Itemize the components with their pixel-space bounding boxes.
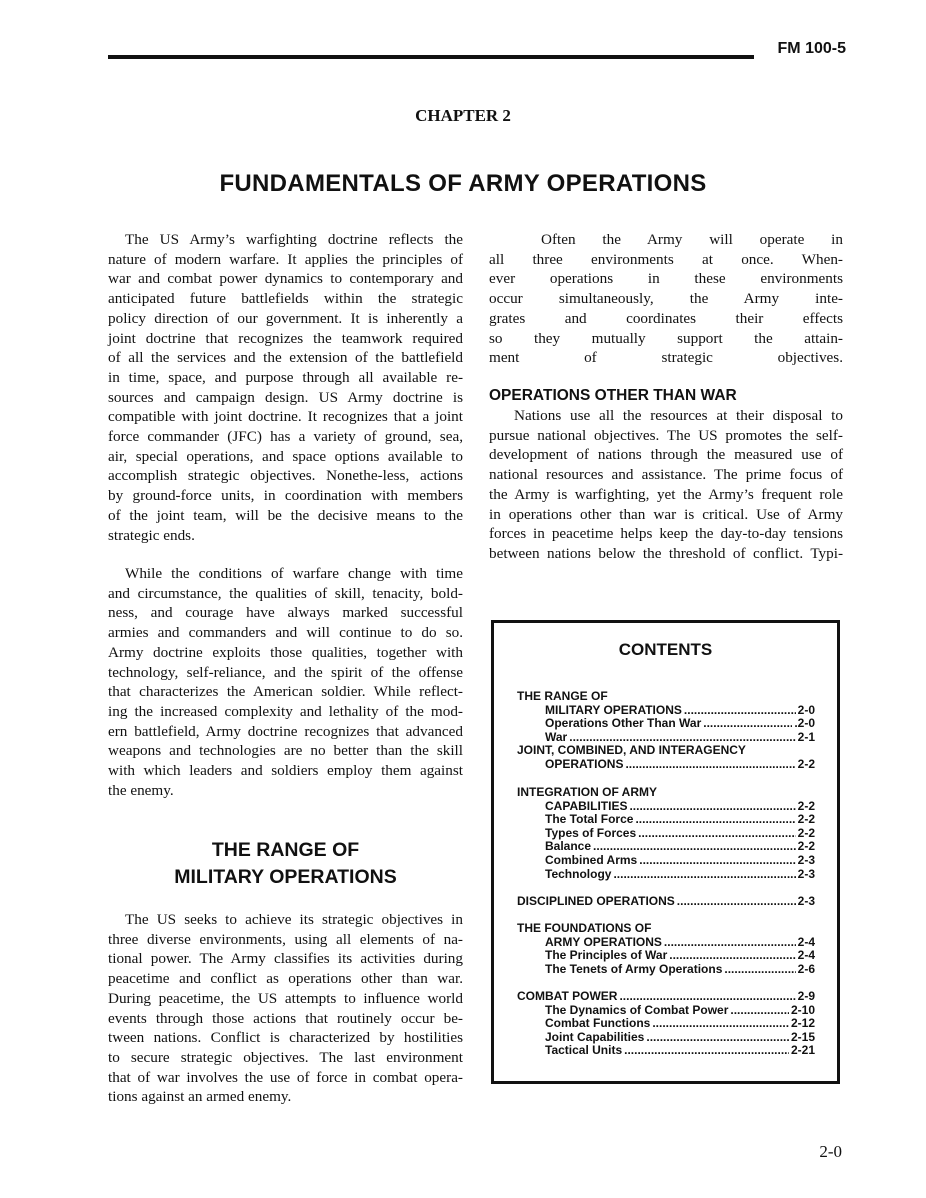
toc-entry[interactable] (517, 854, 815, 868)
text-line: so they mutually support the attain- (489, 329, 843, 347)
text-line: armies and commanders and will continue to do so. (108, 624, 463, 642)
text-line: tween nations. Conflict is characterized by hostilities (108, 1029, 463, 1047)
toc-entry[interactable] (517, 800, 815, 814)
leader-dots (664, 936, 796, 950)
leader-dots (646, 1031, 789, 1045)
leader-dots (613, 868, 795, 882)
chapter-title: FUNDAMENTALS OF ARMY OPERATIONS (219, 170, 707, 197)
toc-page-number: 2-2 (797, 825, 815, 840)
warfare-conditions-paragraph (108, 564, 463, 800)
text-line: The US Army’s warfighting doctrine reflects the (125, 231, 463, 248)
text-line: joint doctrine that recognizes the teamwork required (108, 329, 463, 347)
text-line: compatible with joint doctrine. It recognizes that a joint (108, 408, 463, 426)
text-line: events through those actions that routinely occur be- (108, 1009, 463, 1027)
toc-entry-text: ARMY OPERATIONS (545, 934, 662, 949)
toc-entry[interactable] (517, 1004, 815, 1018)
toc-entry[interactable] (517, 990, 815, 1004)
toc-page-number: 2-3 (797, 852, 815, 867)
text-line: the enemy. (108, 781, 174, 799)
text-line: forces in peacetime helps keep the day-to-day tensions (489, 525, 843, 543)
text-line: ing the increased complexity and lethality of the mod- (108, 702, 463, 720)
leader-dots (593, 840, 796, 854)
toc-entry[interactable] (517, 895, 815, 909)
toc-entry[interactable] (517, 813, 815, 827)
toc-entry-text: Balance (545, 839, 592, 854)
sub-heading: OPERATIONS OTHER THAN WAR (489, 387, 737, 404)
text-line: peacetime and conflict as operations other than war. (108, 970, 463, 988)
toc-entry[interactable] (517, 1017, 815, 1031)
toc-entry[interactable] (517, 1044, 815, 1058)
toc-entry-text: THE FOUNDATIONS OF (517, 921, 652, 935)
text-line: Nations use all the resources at their disposal to (514, 407, 843, 424)
leader-dots (635, 813, 795, 827)
toc-page-number: 2-0 (797, 702, 815, 717)
toc-entry[interactable] (517, 1031, 815, 1045)
toc-entry[interactable] (517, 717, 815, 731)
toc-entry[interactable] (517, 786, 815, 800)
text-line: While the conditions of warfare change with time (125, 565, 463, 582)
leader-dots (569, 731, 795, 745)
leader-dots (677, 895, 796, 909)
text-line: During peacetime, the US attempts to influence world (108, 989, 463, 1007)
text-line: technology, self-reliance, and the spirit of the offense (108, 663, 463, 681)
leader-dots (624, 1044, 789, 1058)
contents-box (491, 620, 840, 1084)
toc-group (517, 786, 815, 881)
toc-entry-text: CAPABILITIES (545, 798, 628, 813)
toc-page-number: 2-3 (797, 866, 815, 881)
text-line: air, special operations, and space options available to (108, 447, 463, 465)
operations-other-than-war-paragraph (489, 406, 843, 564)
toc-entry[interactable] (517, 744, 815, 758)
text-line: Army doctrine exploits those qualities, together with (108, 643, 463, 661)
section-heading-line: MILITARY OPERATIONS (174, 866, 397, 888)
section-heading-line: THE RANGE OF (211, 839, 360, 861)
toc-entry[interactable] (517, 827, 815, 841)
text-line: pursue national objectives. The US promotes the self- (489, 426, 843, 444)
toc-page-number: 2-2 (797, 839, 815, 854)
text-line: The US seeks to achieve its strategic objectives in (125, 911, 463, 928)
toc-page-number: 2-1 (797, 729, 815, 744)
toc-entry[interactable] (517, 949, 815, 963)
text-line: and circumstance, the qualities of skill, tenacity, bold- (108, 584, 463, 602)
toc-page-number: 2-2 (797, 812, 815, 827)
section-heading (108, 837, 463, 891)
leader-dots (619, 990, 795, 1004)
leader-dots (730, 1004, 789, 1018)
toc-entry-text: Combat Functions (545, 1016, 651, 1031)
toc-entry[interactable] (517, 704, 815, 718)
text-line: to secure strategic objectives. The last environment (108, 1048, 463, 1066)
leader-dots (703, 717, 792, 731)
toc-entry[interactable] (517, 922, 815, 936)
text-line: of all the services and the extension of the battlefield (108, 349, 463, 367)
toc-entry-text: JOINT, COMBINED, AND INTERAGENCY (517, 743, 746, 758)
text-line: accomplish strategic objectives. Nonethe-less, actions (108, 467, 463, 485)
text-line: sources and campaign design. US Army doctrine is (108, 388, 463, 406)
text-line: tional power. The Army classifies its activities during (108, 950, 463, 968)
toc-page-number: 2-3 (797, 894, 815, 908)
toc-entry[interactable] (517, 936, 815, 950)
toc-entry-text: Combined Arms (545, 852, 638, 867)
page-number: 2-0 (819, 1142, 842, 1161)
intro-paragraph (108, 230, 463, 545)
toc-page-number: 2-4 (797, 948, 815, 963)
toc-page-number: 2-2 (797, 798, 815, 813)
toc-entry-text: The Dynamics of Combat Power (545, 1002, 729, 1017)
toc-entry-text: OPERATIONS (545, 756, 624, 771)
chapter-label: CHAPTER 2 (415, 106, 511, 125)
toc-entry-text: MILITARY OPERATIONS (545, 702, 682, 717)
toc-entry-text: Operations Other Than War (545, 716, 702, 731)
text-line: force commander (JFC) has a variety of ground, sea, (108, 428, 463, 446)
text-line: Often the Army will operate in (541, 231, 843, 248)
toc-entry-text: Tactical Units (545, 1043, 623, 1058)
text-line: three diverse environments, using all elements of na- (108, 930, 463, 948)
toc-entry-text: INTEGRATION OF ARMY (517, 785, 657, 799)
toc-page-number: .2-0 (794, 716, 815, 731)
toc-page-number: 2-21 (790, 1043, 815, 1058)
toc-entry-text: DISCIPLINED OPERATIONS (517, 894, 675, 908)
toc-entry-text: War (545, 729, 568, 744)
leader-dots (639, 854, 795, 868)
toc-entry-text: THE RANGE OF (517, 689, 608, 703)
toc-page-number: 2-4 (797, 934, 815, 949)
text-line: weapons and technologies are no better than the skill (108, 742, 463, 760)
text-line: occur simultaneously, the Army inte- (489, 290, 843, 308)
text-line: between nations below the threshold of conflict. Typi- (489, 544, 843, 562)
toc-entry[interactable] (517, 758, 815, 772)
text-line: tions against an armed enemy. (108, 1088, 292, 1106)
toc-entry[interactable] (517, 731, 815, 745)
toc-entry-text: COMBAT POWER (517, 989, 618, 1003)
toc-entry[interactable] (517, 963, 815, 977)
document-id: FM 100-5 (777, 40, 846, 57)
toc-page-number: 2-6 (797, 961, 815, 976)
text-line: by ground-force units, in coordination with members (108, 487, 463, 505)
text-line: national resources and assistance. The prime focus of (489, 466, 843, 484)
toc-entry[interactable] (517, 868, 815, 882)
text-line: that characterizes the American soldier. While reflect- (108, 683, 463, 701)
toc-entry-text: Technology (545, 866, 612, 881)
leader-dots (625, 758, 795, 772)
toc-page-number: 2-15 (790, 1029, 815, 1044)
toc-entry[interactable] (517, 840, 815, 854)
toc-group (517, 922, 815, 976)
text-line: ment of strategic objectives. (489, 349, 843, 367)
leader-dots (629, 800, 795, 814)
toc-entry-text: The Total Force (545, 812, 634, 827)
range-of-operations-paragraph (108, 910, 463, 1107)
toc-page-number: 2-10 (790, 1002, 815, 1017)
text-line: with which leaders and soldiers employ them against (108, 762, 463, 780)
toc-page-number: 2-9 (797, 989, 815, 1003)
text-line: policy direction of our government. It is inherently a (108, 309, 463, 327)
toc-group (517, 895, 815, 909)
text-line: anticipated future battlefields within the strategic (108, 290, 463, 308)
header-rule (108, 55, 754, 59)
leader-dots (669, 949, 795, 963)
operate-environments-paragraph (489, 230, 843, 368)
leader-dots (724, 963, 795, 977)
text-line: in time, space, and purpose through all available re- (108, 368, 463, 386)
toc-group (517, 990, 815, 1058)
text-line: nature of modern warfare. It applies the principles of (108, 250, 463, 268)
text-line: of the joint team, will be the decisive means to the (108, 506, 463, 524)
toc-entry-text: The Tenets of Army Operations (545, 961, 723, 976)
text-line: development of nations through the measured use of (489, 446, 843, 464)
leader-dots (638, 827, 796, 841)
leader-dots (652, 1017, 789, 1031)
toc-page-number: 2-12 (790, 1016, 815, 1031)
leader-dots (684, 704, 796, 718)
text-line: that of war involves the use of force in combat opera- (108, 1068, 463, 1086)
text-line: all three environments at once. When- (489, 250, 843, 268)
toc-group (517, 690, 815, 772)
toc-entry-text: Types of Forces (545, 825, 637, 840)
text-line: grates and coordinates their effects (489, 309, 843, 327)
toc-entry-text: Joint Capabilities (545, 1029, 645, 1044)
text-line: war and combat power dynamics to contemporary and (108, 270, 463, 288)
text-line: ern battlefield, Army doctrine recognizes that advanced (108, 722, 463, 740)
toc-entry[interactable] (517, 690, 815, 704)
toc-entry-text: The Principles of War (545, 948, 668, 963)
toc-page-number: 2-2 (797, 756, 815, 771)
text-line: the Army is warfighting, yet the Army’s frequent role (489, 485, 843, 503)
text-line: ever operations in these environments (489, 270, 843, 288)
contents-title: CONTENTS (618, 640, 713, 659)
text-line: in operations other than war is critical. Use of Army (489, 505, 843, 523)
text-line: strategic ends. (108, 526, 195, 544)
text-line: ness, and courage have always marked successful (108, 604, 463, 622)
